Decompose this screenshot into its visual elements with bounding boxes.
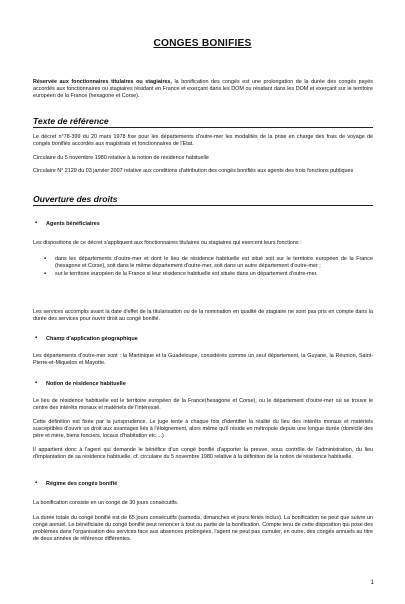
intro-paragraph [33,79,373,100]
intro-text: la bonification des congés est une prolongation de la durée des congés payés accordés aux fonctionnaires ou stagiaires résidant en France et exerçant dans les DOM ou résidant dans les DOM et exerçant sur le territoire européen de la France (hexagone et Corse). [33,79,373,100]
page-title: CONGES BONIFIES [153,38,252,49]
section-heading-rights: Ouverture des droits [33,194,373,206]
list-item: ▪ sur le territoire européen de la France si leur résidence habituelle est située dans un département d'outre-mer. [33,271,373,278]
residence-paragraph-1: Le lieu de résidence habituelle est le territoire européen de la France(hexagone et Corse), ou le département d'outre-mer où se trouve le centre des intérêts moraux et matériels de l'intéressé. [33,398,373,412]
subheading-geo: ▪ Champ d'application géographique [33,336,386,342]
reference-paragraph-3: Circulaire N° 2129 du 03 janvier 2007 relative aux conditions d'attribution des congés bonifiés aux agents des trois fonctions publiques [33,168,354,174]
agents-intro: Les dispositions de ce décret s'appliquent aux fonctionnaires titulaires ou stagiaires qui exercent leurs fonctions : [33,240,302,246]
section-heading-reference: Texte de référence [33,116,373,128]
agents-note: Les services accomplis avant la date d'effet de la titularisation ou de la nomination en qualité de stagiaire ne sont pas pris en compte dans la durée des services pour ouvrir droit au congé bonifié. [33,309,373,323]
reference-paragraph-1: Le décret n°78-399 du 20 mars 1978 fixe pour les départements d'outre-mer les modalités de la prise en charge des frais de voyage de congés bonifiés accordés aux magistrats et fonctionnaires de l'Etat. [33,134,373,148]
list-item: ▪ dans les départements d'outre-mer et dont le lieu de résidence habituelle est situé soit sur le territoire européen de la France (hexagone et Corse), soit dans le même département d'outre-mer, soit dans un autre département d'outre-mer ; [33,256,373,270]
residence-paragraph-2: Cette définition est fixée par la jurisprudence. Le juge tente à chaque fois d'identifier la réalité du lieu des intérêts moraux et matériels susceptibles d'ouvrir un droit aux avantages liés à l'éloignement, alors même qu'il réside en métropole depuis une longue durée (domicile des père et mère, biens fonciers, locaux d'habitation etc....) [33,419,373,440]
regime-paragraph-2: La durée totale du congé bonifié est de 65 jours consécutifs (samedis, dimanches et jours fériés inclus). La bonification ne peut que suivre un congé annuel. Le bénéficiaire du congé bonifié peut renoncer à tout ou partie de la bonification. Compte tenu de cette disposition qui pose des problèmes dans l'organisation des services face aux absences prolongées, l'agent ne peut pas cumuler, en outre, des congés annuels au titre de deux années de référence différentes. [33,515,373,543]
geo-text: Les départements d'outre-mer sont : la Martinique et la Guadeloupe, considérés comme un seul département, la Guyane, la Réunion, Saint-Pierre-et-Miquelon et Mayotte. [33,353,373,367]
intro-bold: Réservée aux fonctionnaires titulaires ou stagiaires, [33,79,172,85]
subheading-regime: ▪ Régime des congés bonifié [33,481,386,487]
residence-paragraph-3: Il appartient donc à l'agent qui demande le bénéfice d'un congé bonifié d'apporter la preuve, sous contrôle de l'administration, du lieu d'implantation de sa résidence habituelle, cf. circulaire du 5 novembre 1980 relative à la définition de la notion de résidence habituelle. [33,447,373,461]
subheading-agents: ▪ Agents bénéficiaires [33,221,386,227]
agents-list [33,256,373,278]
page-number: 1 [370,580,374,586]
subheading-residence: ▪ Notion de résidence habituelle [33,381,386,387]
regime-paragraph-1: La bonification consiste en un congé de 30 jours consécutifs. [33,500,179,506]
reference-paragraph-2: Circulaire du 5 novembre 1980 relative à la notion de résidence habituelle [33,155,209,161]
